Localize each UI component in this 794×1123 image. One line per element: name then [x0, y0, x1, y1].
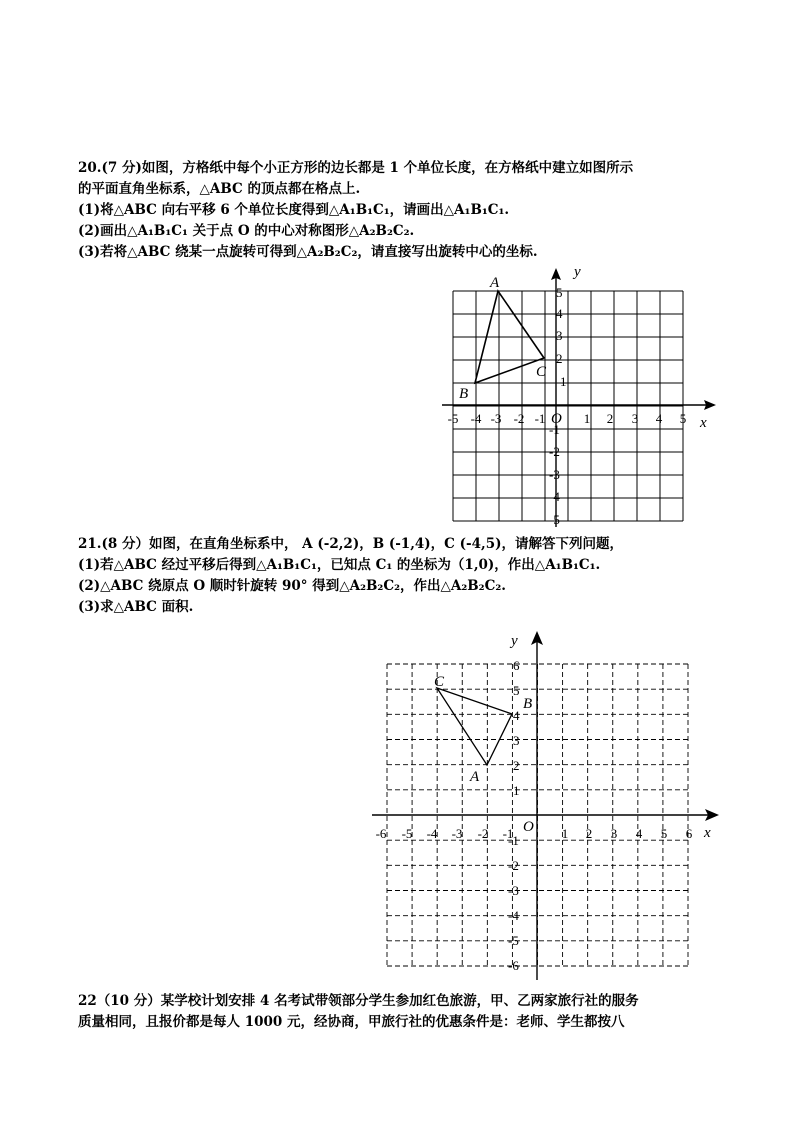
- q21-y-tick: -3: [508, 883, 519, 898]
- q20-x-tick: 3: [631, 411, 639, 426]
- q21-y-tick: 3: [513, 733, 520, 748]
- q21-x-tick: 5: [660, 826, 668, 841]
- q21-y-tick: 6: [513, 658, 520, 673]
- question-22: [78, 991, 728, 1033]
- q20-line: (2)画出△A₁B₁C₁ 关于点 O 的中心对称图形△A₂B₂C₂.: [78, 223, 415, 239]
- q20-line: (3)若将△ABC 绕某一点旋转可得到△A₂B₂C₂，请直接写出旋转中心的坐标.: [78, 244, 538, 260]
- q20-y-tick: 3: [556, 328, 563, 343]
- q20-x-tick: 1: [583, 411, 591, 426]
- q21-point-c-label: C: [434, 674, 445, 690]
- q21-y-tick: -2: [508, 858, 519, 873]
- q21-y-tick: -6: [508, 958, 519, 973]
- q21-axes: [372, 631, 719, 980]
- q21-y-tick: 5: [513, 683, 520, 698]
- q21-x-tick: -4: [426, 826, 438, 841]
- q21-y-tick: -1: [508, 833, 519, 848]
- q20-x-axis-label: x: [700, 415, 707, 431]
- q21-x-tick-labels: [376, 826, 693, 841]
- q21-y-tick: 4: [513, 708, 520, 723]
- q21-x-tick: -1: [502, 826, 514, 841]
- q20-y-tick: -5: [549, 512, 560, 527]
- q21-x-tick: -2: [477, 826, 489, 841]
- q21-x-tick: -5: [401, 826, 413, 841]
- q21-triangle-abc: [437, 688, 512, 765]
- q21-y-axis-label: y: [511, 633, 518, 649]
- q20-point-c-label: C: [536, 364, 547, 380]
- q21-origin-label: O: [523, 819, 534, 835]
- q21-x-tick: -6: [375, 826, 387, 841]
- q20-x-tick: -4: [470, 411, 482, 426]
- q21-x-tick: 1: [561, 826, 569, 841]
- q21-x-tick: 3: [610, 826, 618, 841]
- q21-line: 21.(8 分）如图，在直角坐标系中， A (-2,2)，B (-1,4)，C (-4,5)，请解答下列问题，: [78, 536, 623, 552]
- q20-x-tick: 5: [679, 411, 687, 426]
- q21-y-tick: -4: [508, 908, 519, 923]
- q20-x-tick: 2: [606, 411, 614, 426]
- q20-x-tick: -5: [447, 411, 459, 426]
- q20-x-tick: -3: [490, 411, 502, 426]
- q20-line: 的平面直角坐标系，△ABC 的顶点都在格点上.: [78, 181, 361, 197]
- q20-y-tick: 1: [560, 374, 567, 389]
- q20-line: (1)将△ABC 向右平移 6 个单位长度得到△A₁B₁C₁，请画出△A₁B₁C₁.: [78, 202, 510, 218]
- q21-y-tick: -5: [508, 933, 519, 948]
- q20-y-tick: 2: [556, 351, 563, 366]
- q21-x-tick: 6: [685, 826, 693, 841]
- q21-y-tick: 2: [513, 758, 520, 773]
- q20-x-tick: 4: [655, 411, 663, 426]
- q21-y-tick: 1: [513, 783, 520, 798]
- q21-line: (2)△ABC 绕原点 O 顺时针旋转 90° 得到△A₂B₂C₂，作出△A₂B₂C₂.: [78, 578, 506, 594]
- q20-point-b-label: B: [459, 386, 469, 402]
- q21-x-axis-label: x: [704, 825, 711, 841]
- q20-y-tick: 5: [556, 285, 563, 300]
- q21-x-tick: 2: [585, 826, 593, 841]
- q22-line: 质量相同，且报价都是每人 1000 元，经协商，甲旅行社的优惠条件是：老师、学生都按八: [78, 1014, 625, 1030]
- q20-x-tick: -1: [534, 411, 546, 426]
- q21-x-tick: 4: [635, 826, 643, 841]
- q20-line: 20.(7 分)如图，方格纸中每个小正方形的边长都是 1 个单位长度，在方格纸中建立如图所示: [78, 160, 634, 176]
- q20-y-axis-label: y: [574, 264, 581, 280]
- q21-line: (3)求△ABC 面积.: [78, 599, 194, 615]
- q20-x-tick: -2: [513, 411, 525, 426]
- q21-point-b-label: B: [523, 696, 533, 712]
- q20-y-tick: -3: [549, 467, 560, 482]
- q20-y-tick: -1: [549, 422, 560, 437]
- q20-point-a-label: A: [490, 275, 500, 291]
- q21-x-tick: -3: [451, 826, 463, 841]
- q21-line: (1)若△ABC 经过平移后得到△A₁B₁C₁，已知点 C₁ 的坐标为（1,0)，作出△A₁B₁C₁.: [78, 557, 601, 573]
- q21-point-a-label: A: [470, 769, 480, 785]
- q20-y-tick: 4: [556, 306, 563, 321]
- q20-origin-label: O: [551, 411, 562, 427]
- q20-y-tick: -4: [549, 489, 560, 504]
- q22-line: 22（10 分）某学校计划安排 4 名考试带领部分学生参加红色旅游，甲、乙两家旅行社的服务: [78, 993, 639, 1009]
- q20-y-tick: -2: [549, 444, 560, 459]
